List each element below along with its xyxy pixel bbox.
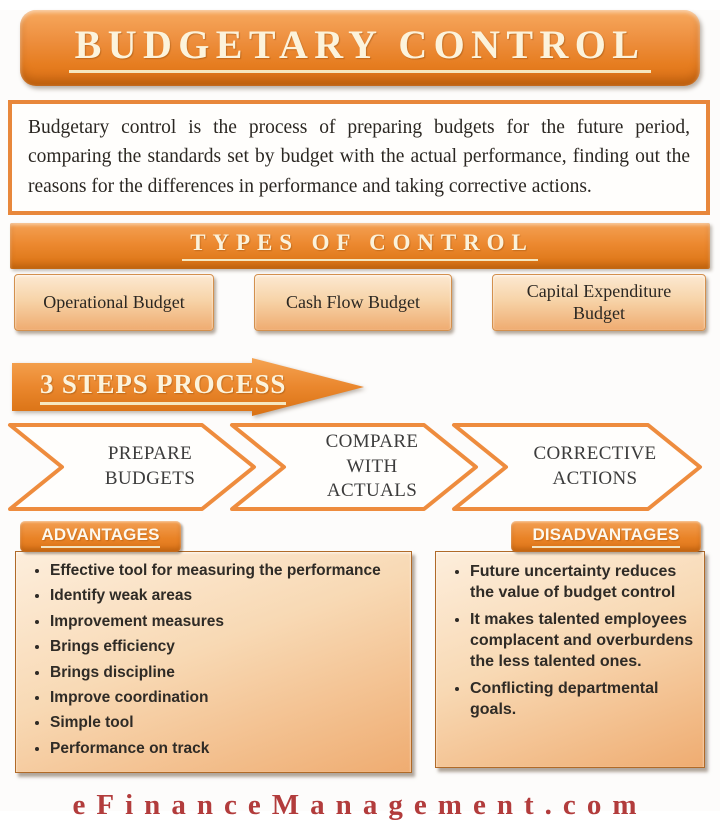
advantages-box bbox=[15, 551, 412, 774]
type-box-cash-flow-budget bbox=[254, 274, 452, 331]
step-chevron-corrective-actions bbox=[452, 423, 704, 511]
advantages-header bbox=[20, 521, 181, 552]
disadvantages-list bbox=[448, 561, 696, 721]
steps-heading-arrow bbox=[12, 358, 372, 416]
list-item: • Performance on track bbox=[50, 739, 403, 759]
type-box-label: Capital Expenditure Budget bbox=[526, 280, 672, 324]
description-box bbox=[8, 100, 710, 215]
types-row bbox=[14, 274, 706, 331]
type-box-operational-budget bbox=[14, 274, 214, 331]
advantages-column bbox=[15, 521, 412, 774]
disadvantages-box bbox=[435, 551, 705, 768]
list-item: • Future uncertainty reduces the value of budget control bbox=[470, 561, 696, 603]
step-chevron-prepare-budgets bbox=[8, 423, 258, 511]
disadvantages-heading: DISADVANTAGES bbox=[532, 525, 679, 548]
list-item: • It makes talented employees complacent and overburdens the less talented ones. bbox=[470, 609, 696, 672]
steps-chevrons-row bbox=[0, 423, 720, 511]
disadvantages-header bbox=[511, 521, 701, 552]
steps-heading: 3 STEPS PROCESS bbox=[40, 369, 286, 405]
description-text: Budgetary control is the process of preparing budgets for the future period, comparing the standards set by budget with the actual performance, finding out the reasons for the differences in performance and taking corrective actions. bbox=[28, 117, 690, 197]
list-item: • Improvement measures bbox=[50, 612, 403, 632]
type-box-label: Cash Flow Budget bbox=[285, 292, 420, 312]
list-item: • Brings efficiency bbox=[50, 637, 403, 657]
step-label: PREPARE BUDGETS bbox=[104, 443, 196, 489]
step-label: CORRECTIVE ACTIONS bbox=[533, 443, 657, 489]
list-item: • Brings discipline bbox=[50, 663, 403, 683]
footer bbox=[0, 789, 720, 822]
types-heading: TYPES OF CONTROL bbox=[182, 230, 537, 261]
advantages-heading: ADVANTAGES bbox=[41, 525, 159, 548]
type-box-label: Operational Budget bbox=[43, 292, 185, 312]
advantages-list bbox=[28, 561, 403, 760]
type-box-capital-expenditure-budget bbox=[492, 274, 706, 331]
title-banner bbox=[20, 10, 700, 86]
infographic-page bbox=[0, 10, 720, 822]
list-item: • Improve coordination bbox=[50, 688, 403, 708]
step-label: COMPARE WITH ACTUALS bbox=[325, 431, 419, 501]
list-item: • Simple tool bbox=[50, 713, 403, 733]
page-title: BUDGETARY CONTROL bbox=[69, 24, 652, 73]
pros-cons-section bbox=[15, 521, 705, 774]
disadvantages-column bbox=[435, 521, 705, 774]
types-of-control-banner bbox=[10, 223, 710, 269]
list-item: • Identify weak areas bbox=[50, 586, 403, 606]
footer-brand: eFinanceManagement.com bbox=[72, 789, 648, 822]
list-item: • Effective tool for measuring the performance bbox=[50, 561, 403, 581]
list-item: • Conflicting departmental goals. bbox=[470, 678, 696, 720]
step-chevron-compare-with-actuals bbox=[230, 423, 480, 511]
